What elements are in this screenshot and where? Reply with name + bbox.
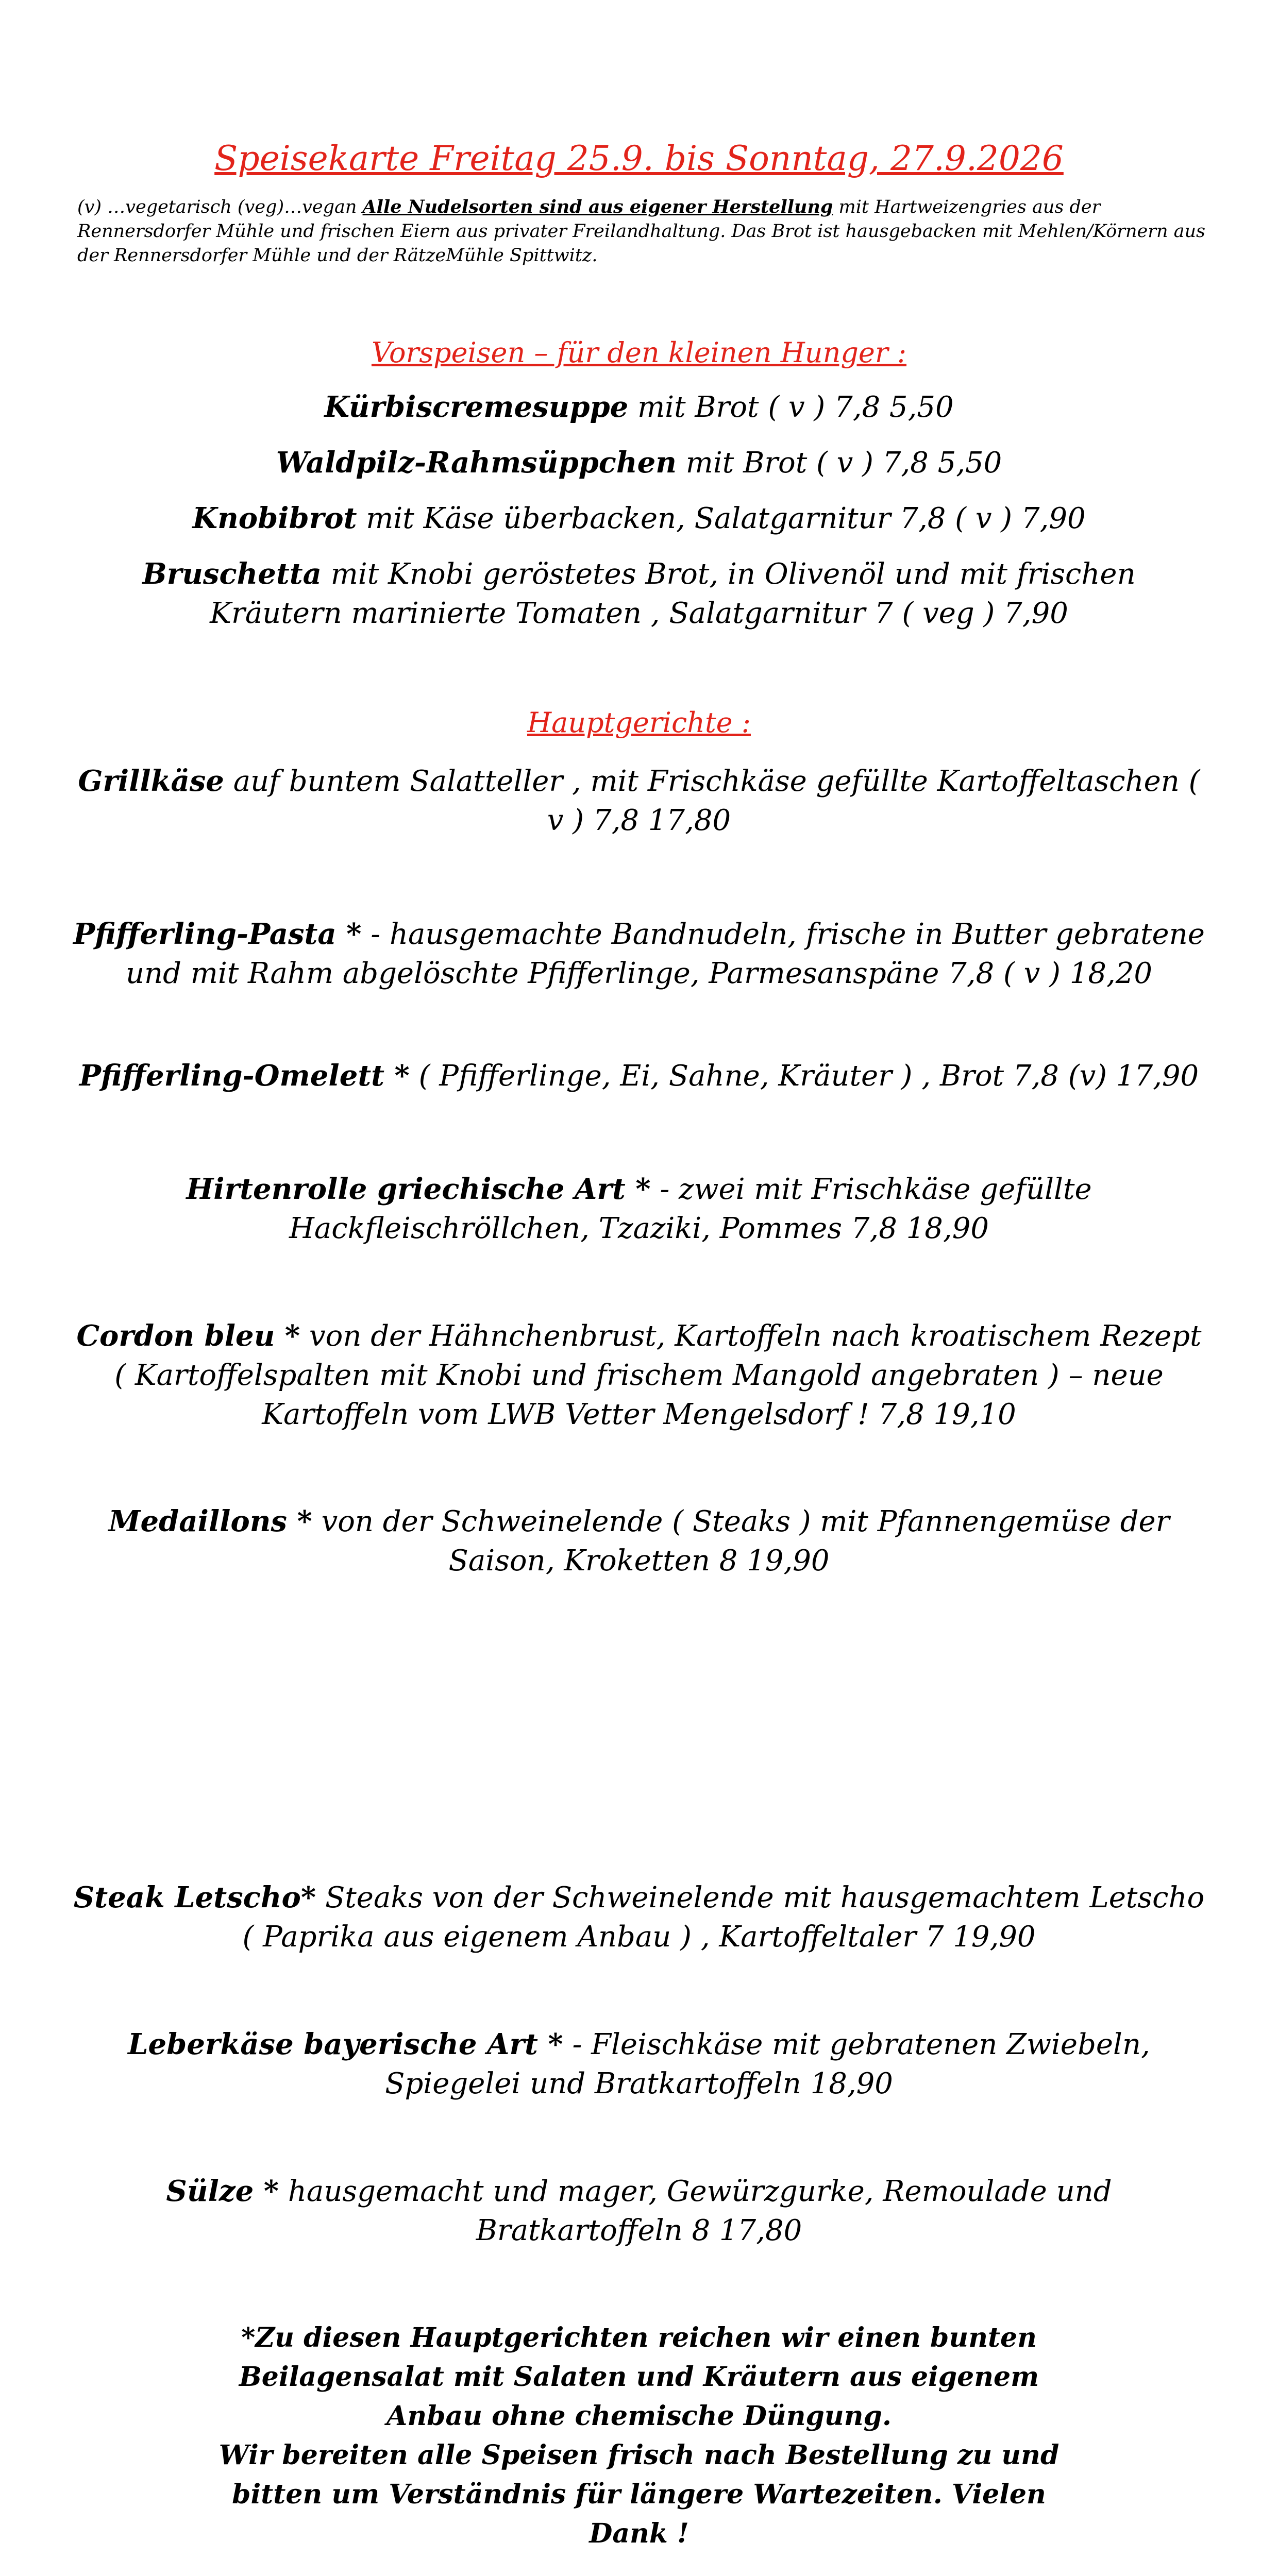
intro-text <box>77 195 1206 268</box>
dish-name: Sülze * <box>166 2174 279 2208</box>
main-item <box>72 1056 1206 1096</box>
dish-desc: mit Käse überbacken, Salatgarnitur 7,8 ( v ) 7,90 <box>357 502 1086 535</box>
dish-name: Grillkäse <box>78 764 224 798</box>
menu-title-text: Speisekarte Freitag 25.9. bis Sonntag, 27.9.2026 <box>214 139 1064 178</box>
starter-item <box>72 443 1206 483</box>
dish-desc: mit Knobi geröstetes Brot, in Olivenöl und mit frischen Kräutern marinierte Tomaten , Salatgarnitur 7 ( veg ) 7,90 <box>210 557 1136 630</box>
dish-name: Steak Letscho* <box>73 1880 316 1914</box>
main-item <box>72 1316 1206 1434</box>
menu-title <box>0 138 1278 179</box>
dish-desc: auf buntem Salatteller , mit Frischkäse gefüllte Kartoffeltaschen ( v ) 7,8 17,80 <box>224 765 1200 837</box>
dish-desc: - hausgemachte Bandnudeln, frische in Butter gebratene und mit Rahm abgelöschte Pfifferlinge, Parmesanspäne 7,8 ( v ) 18,20 <box>125 918 1205 990</box>
diet-legend: (v) …vegetarisch (veg)…vegan <box>77 197 363 217</box>
dish-name: Pfifferling-Pasta * <box>73 917 362 951</box>
main-item <box>72 1170 1206 1248</box>
dish-desc: - Fleischkäse mit gebratenen Zwiebeln, Spiegelei und Bratkartoffeln 18,90 <box>385 2028 1150 2100</box>
dish-name: Medaillons * <box>108 1504 312 1538</box>
main-item <box>72 1502 1206 1581</box>
dish-name: Waldpilz-Rahmsüppchen <box>276 446 677 480</box>
dish-desc: ( Pfifferlinge, Ei, Sahne, Kräuter ) , Brot 7,8 (v) 17,90 <box>409 1059 1199 1093</box>
dish-name: Pfifferling-Omelett * <box>79 1059 410 1093</box>
dish-desc: Steaks von der Schweinelende mit hausgemachtem Letscho ( Paprika aus eigenem Anbau ) , Kartoffeltaler 7 19,90 <box>242 1881 1205 1954</box>
fresh-cooking-note: Wir bereiten alle Speisen frisch nach Bestellung zu und bitten um Verständnis für längere Wartezeiten. Vielen Dank ! <box>218 2439 1060 2549</box>
starters-heading <box>0 335 1278 371</box>
dish-desc: von der Hähnchenbrust, Kartoffeln nach kroatischem Rezept ( Kartoffelspalten mit Knobi und frischem Mangold angebraten ) – neue Kartoffeln vom LWB Vetter Mengelsdorf ! 7,8 19,10 <box>114 1319 1202 1431</box>
main-item <box>72 761 1206 840</box>
mains-heading <box>0 705 1278 741</box>
dish-name: Kürbiscremesuppe <box>324 390 629 424</box>
dish-desc: hausgemacht und mager, Gewürzgurke, Remoulade und Bratkartoffeln 8 17,80 <box>279 2175 1112 2247</box>
pasta-note: Alle Nudelsorten sind aus eigener Herstellung <box>362 196 833 217</box>
dish-name: Bruschetta <box>142 557 322 591</box>
dish-desc: - zwei mit Frischkäse gefüllte Hackfleischröllchen, Tzaziki, Pommes 7,8 18,90 <box>289 1173 1092 1245</box>
dish-name: Leberkäse bayerische Art * <box>128 2027 563 2061</box>
intro-rest: mit Hartweizengries aus der Rennersdorfer Mühle und frischen Eiern aus privater Freilandhaltung. Das Brot ist hausgebacken mit Mehlen/Körnern aus der Rennersdorfer Mühle und der RätzeMühle Spittwitz. <box>77 197 1206 266</box>
starter-item <box>72 387 1206 427</box>
starter-item <box>72 499 1206 538</box>
starters-heading-text: Vorspeisen – für den kleinen Hunger : <box>371 336 907 369</box>
dish-desc: mit Brot ( v ) 7,8 5,50 <box>676 446 1002 480</box>
starter-item <box>72 554 1206 633</box>
main-item <box>72 1878 1206 1957</box>
main-item <box>72 914 1206 993</box>
main-item <box>72 2025 1206 2104</box>
dish-name: Cordon bleu * <box>76 1319 300 1353</box>
dish-desc: von der Schweinelende ( Steaks ) mit Pfannengemüse der Saison, Kroketten 8 19,90 <box>312 1505 1170 1578</box>
dish-desc: mit Brot ( v ) 7,8 5,50 <box>628 391 954 424</box>
side-salad-note: *Zu diesen Hauptgerichten reichen wir einen bunten Beilagensalat mit Salaten und Kräutern aus eigenem Anbau ohne chemische Düngung. <box>239 2322 1039 2432</box>
dish-name: Knobibrot <box>192 501 357 535</box>
main-item <box>72 2172 1206 2250</box>
mains-heading-text: Hauptgerichte : <box>527 706 751 739</box>
dish-name: Hirtenrolle griechische Art * <box>186 1172 651 1206</box>
